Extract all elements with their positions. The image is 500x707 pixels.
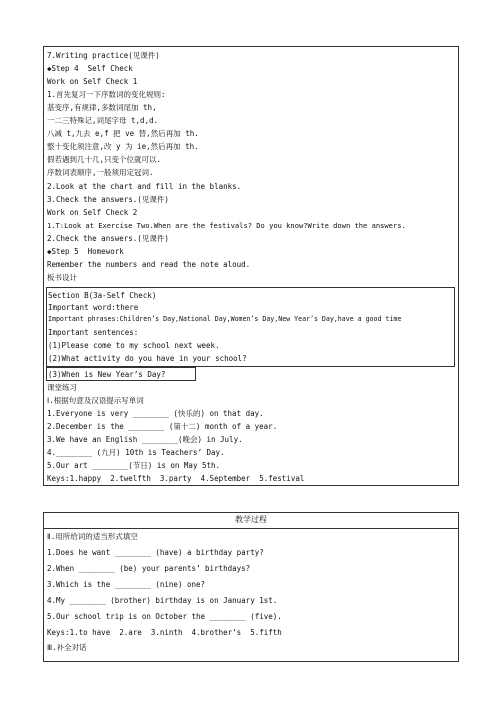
step-line: 1.T:Look at Exercise Two.When are the festivals? Do you know?Write down the answers. (47, 221, 406, 230)
practice-line: 课堂练习 (47, 383, 77, 392)
practice-line: 1.Everyone is very ________ (快乐的) on that day. (47, 409, 264, 418)
practice-line: 4.________ (九月) 10th is Teachers’ Day. (47, 448, 225, 457)
section-title: 教学过程 (235, 515, 267, 524)
practice-line: 5.Our art ________(节日) is on May 5th. (47, 461, 221, 470)
practice-line: Ⅰ.根据句意及汉语提示写单词 (47, 396, 144, 405)
board-line: (3)When is New Year’s Day? (48, 370, 166, 379)
exercise-line: Ⅲ.补全对话 (47, 643, 87, 652)
step-line: 2.Look at the chart and fill in the blanks. (47, 182, 242, 191)
practice-line: 3.We have an English ________(晚会) in July. (47, 435, 243, 444)
board-line: Important word:there (48, 303, 139, 312)
step-line: 序数词表顺序,一般须用定冠词. (47, 168, 154, 177)
step-line: 3.Check the answers.(见课件) (47, 195, 169, 204)
step-line: 假若遇到几十几,只变个位就可以. (47, 155, 162, 164)
practice-line: Keys:1.happy 2.twelfth 3.party 4.September 5.festival (47, 474, 305, 483)
exercise-line: Ⅱ.用所给词的适当形式填空 (47, 532, 138, 541)
step-line: 7.Writing practice(见课件) (47, 51, 160, 60)
exercise-line: 4.My ________ (brother) birthday is on January 1st. (47, 596, 278, 605)
step-line: 一二三特殊记,词尾字母 t,d,d. (47, 116, 159, 125)
step-line: 1.首先复习一下序数词的变化规则: (47, 90, 166, 99)
step-line: 2.Check the answers.(见课件) (47, 234, 169, 243)
step-line: Work on Self Check 1 (47, 77, 138, 86)
step-line: ◆Step 5 Homework (47, 247, 124, 256)
title-divider (43, 528, 459, 529)
exercise-line: 3.Which is the ________ (nine) one? (47, 580, 206, 589)
board-line: (1)Please come to my school next week. (48, 341, 220, 350)
answer-keys: Keys:1.to have 2.are 3.ninth 4.brother’s 5.fifth (47, 628, 282, 637)
board-line: Important sentences: (48, 328, 139, 337)
board-line: Section B(3a-Self Check) (48, 291, 157, 300)
exercise-line: 2.When ________ (be) your parents’ birthdays? (47, 564, 251, 573)
step-line: Remember the numbers and read the note aloud. (47, 260, 251, 269)
practice-line: 2.December is the ________ (第十二) month of a year. (47, 422, 278, 431)
step-line: 整十变化须注意,改 y 为 ie,然后再加 th. (47, 142, 199, 151)
board-design-heading: 板书设计 (47, 273, 77, 282)
exercise-line: 1.Does he want ________ (have) a birthday party? (47, 548, 264, 557)
step-line: ◆Step 4 Self Check (47, 64, 133, 73)
step-line: 八减 t,九去 e,f 把 ve 替,然后再加 th. (47, 129, 199, 138)
board-line: Important phrases:Children’s Day,National Day,Women’s Day,New Year’s Day,have a good time (48, 315, 402, 323)
step-line: 基变序,有规律,多数词尾加 th, (47, 103, 157, 112)
exercise-line: 5.Our school trip is on October the ________ (five). (47, 612, 282, 621)
step-line: Work on Self Check 2 (47, 208, 138, 217)
board-line: (2)What activity do you have in your school? (48, 354, 247, 363)
